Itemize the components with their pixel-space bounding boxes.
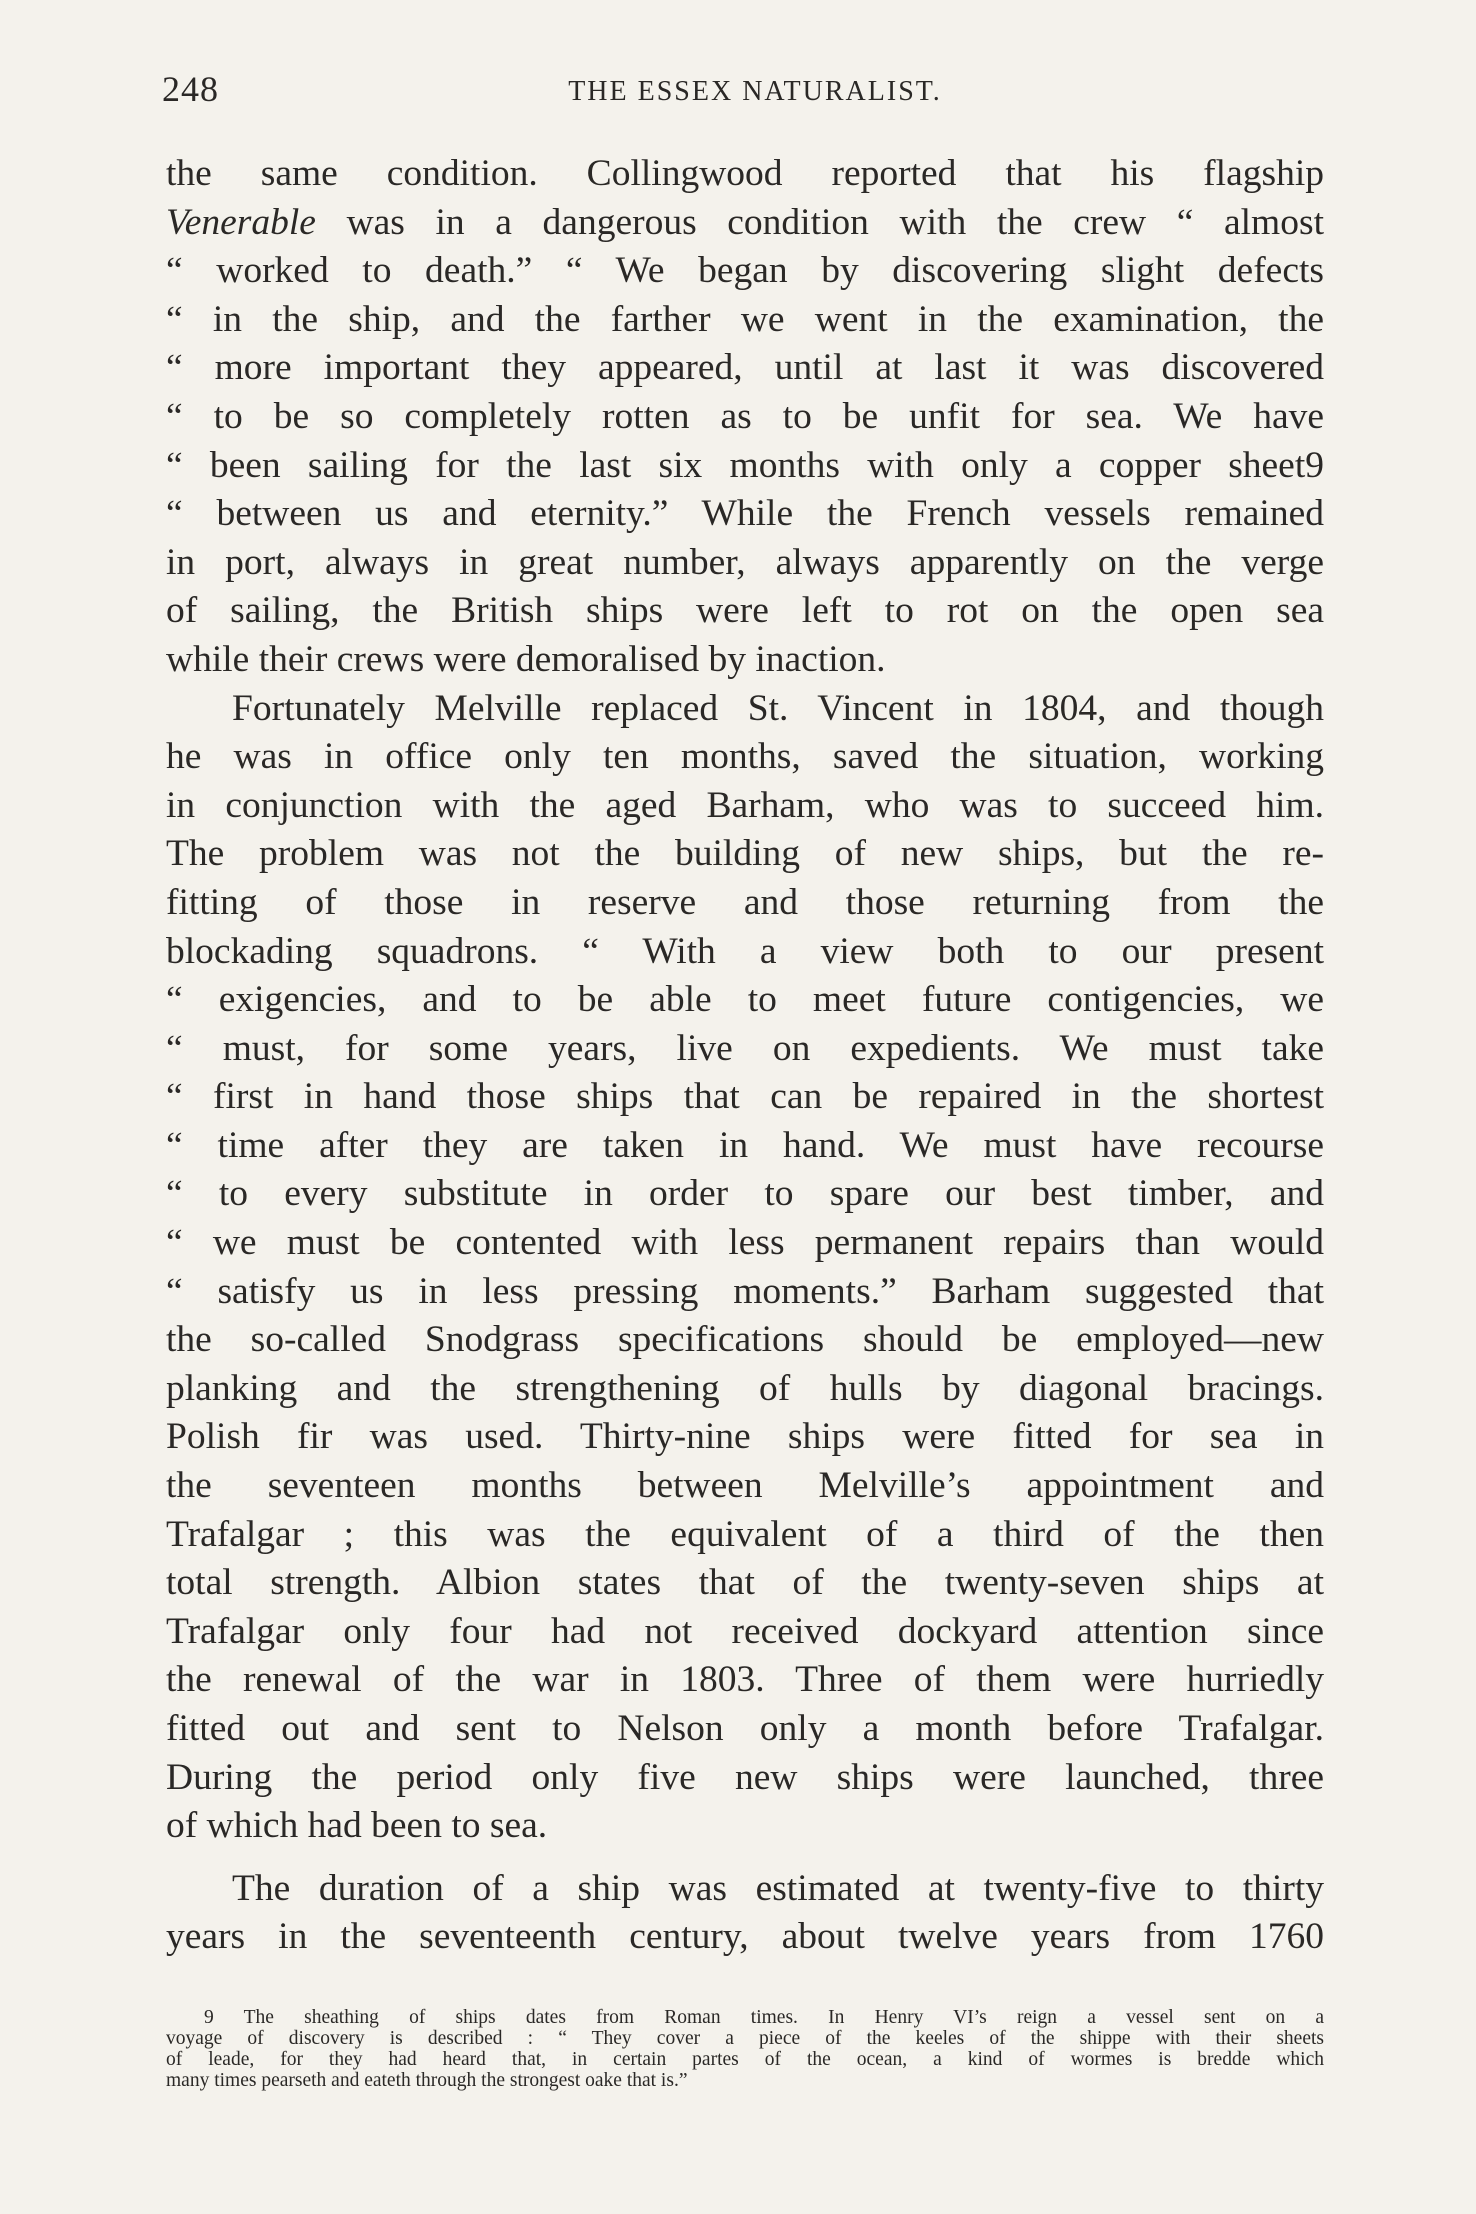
text-line: “ been sailing for the last six months with only a copper sheet9 [166, 444, 1324, 486]
text-line: “ satisfy us in less pressing moments.” Barham suggested that [166, 1270, 1324, 1312]
text-line: he was in office only ten months, saved the situation, working [166, 736, 1324, 778]
text-line: “ to be so completely rotten as to be unfit for sea. We have [166, 395, 1324, 437]
footnote-line: voyage of discovery is described : “ They cover a piece of the keeles of the shippe with their sheets [166, 2028, 1324, 2049]
text-line: Venerable was in a dangerous condition with the crew “ almost [166, 201, 1324, 243]
text-line: Polish fir was used. Thirty-nine ships were fitted for sea in [166, 1416, 1324, 1458]
text-line: blockading squadrons. “ With a view both to our present [166, 930, 1324, 972]
text-line: fitted out and sent to Nelson only a month before Trafalgar. [166, 1708, 1324, 1749]
text-line: years in the seventeenth century, about twelve years from 1760 [166, 1916, 1324, 1958]
text-line: Fortunately Melville replaced St. Vincent in 1804, and though [232, 687, 1324, 729]
text-line: of sailing, the British ships were left to rot on the open sea [166, 590, 1324, 632]
text-line: During the period only five new ships were launched, three [166, 1756, 1324, 1798]
text-line: planking and the strengthening of hulls by diagonal bracings. [166, 1367, 1324, 1409]
text-line: in port, always in great number, always apparently on the verge [166, 541, 1324, 583]
text-line: of which had been to sea. [166, 1805, 548, 1847]
text-line: “ in the ship, and the farther we went in the examination, the [166, 298, 1324, 340]
text-line: the so-called Snodgrass specifications should be employed—new [166, 1319, 1324, 1361]
text-line: “ time after they are taken in hand. We must have recourse [166, 1124, 1324, 1166]
footnotes [166, 2007, 1324, 2091]
text-line: total strength. Albion states that of the twenty-seven ships at [166, 1562, 1324, 1604]
page-header [160, 68, 1320, 118]
text-line: the renewal of the war in 1803. Three of them were hurriedly [166, 1659, 1324, 1701]
running-head: THE ESSEX NATURALIST. [568, 76, 942, 107]
text-line: “ between us and eternity.” While the French vessels remained [166, 493, 1324, 535]
text-line: The problem was not the building of new ships, but the re- [166, 833, 1324, 875]
footnote-line: 9 The sheathing of ships dates from Roman times. In Henry VI’s reign a vessel sent on a [204, 2007, 1324, 2028]
footnote-line: many times pearseth and eateth through the strongest oake that is.” [166, 2070, 688, 2091]
ship-name: Venerable [166, 201, 316, 243]
text-line: “ first in hand those ships that can be repaired in the shortest [166, 1076, 1324, 1118]
text-line: Trafalgar ; this was the equivalent of a third of the then [166, 1513, 1324, 1555]
text-line: “ worked to death.” “ We began by discovering slight defects [166, 250, 1324, 292]
text-line: The duration of a ship was estimated at twenty-five to thirty [232, 1867, 1324, 1909]
text-line: “ we must be contented with less permanent repairs than would [166, 1222, 1324, 1264]
text-line: the same condition. Collingwood reported that his flagship [166, 153, 1324, 194]
text-line: “ exigencies, and to be able to meet future contigencies, we [166, 979, 1324, 1021]
body-text [166, 150, 1324, 1962]
text-line: fitting of those in reserve and those returning from the [166, 881, 1324, 923]
text-line: while their crews were demoralised by inaction. [166, 638, 886, 680]
text-line: Trafalgar only four had not received dockyard attention since [166, 1610, 1324, 1652]
page-number: 248 [162, 69, 219, 109]
text-line: the seventeen months between Melville’s appointment and [166, 1465, 1324, 1507]
text-line: “ to every substitute in order to spare our best timber, and [166, 1173, 1324, 1215]
text-line: “ must, for some years, live on expedients. We must take [166, 1027, 1324, 1069]
text-line: in conjunction with the aged Barham, who was to succeed him. [166, 784, 1324, 826]
text-line: “ more important they appeared, until at last it was discovered [166, 347, 1324, 389]
footnote-line: of leade, for they had heard that, in certain partes of the ocean, a kind of wormes is bredde which [166, 2049, 1324, 2070]
paragraph-gap [166, 1851, 1324, 1865]
